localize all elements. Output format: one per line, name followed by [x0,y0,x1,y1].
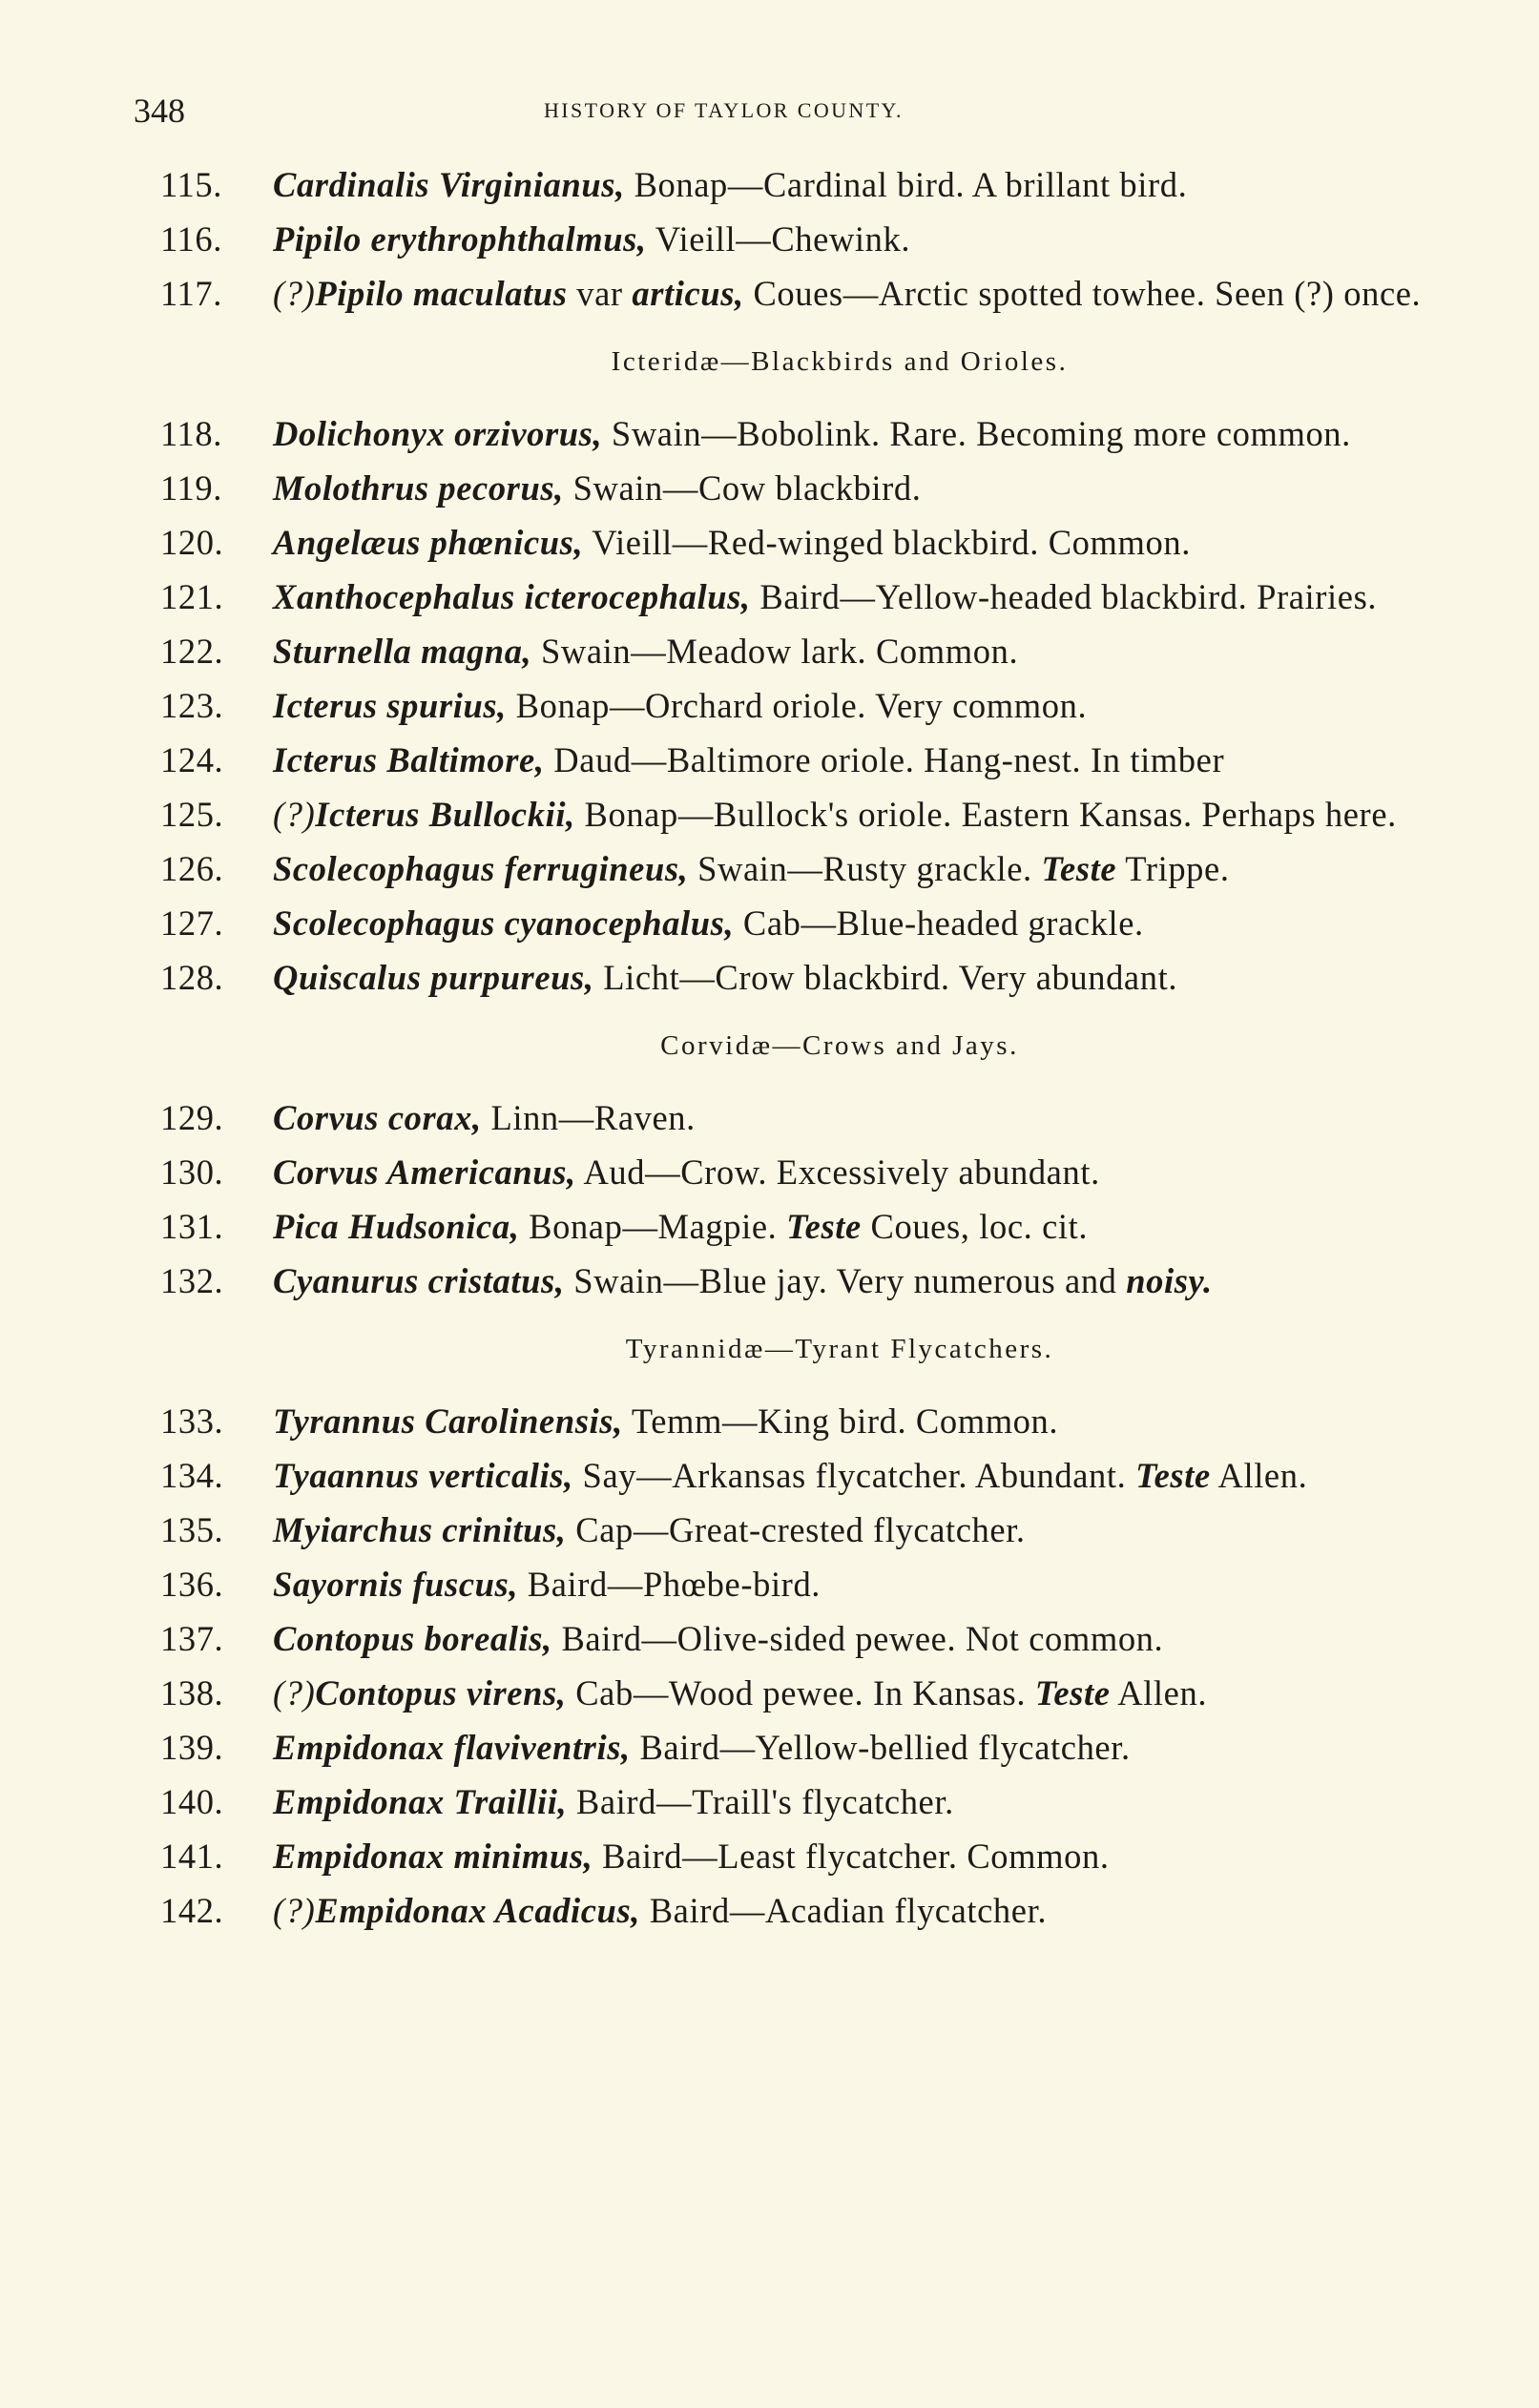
species-entry [134,406,1488,461]
latin-name: Myiarchus crinitus, [273,1510,567,1549]
latin-name: Corvus corax, [273,1098,482,1137]
latin-name: Dolichonyx orzivorus, [273,414,603,453]
species-entry [134,624,1488,678]
entry-number: 136. [160,1565,224,1604]
latin-name: Tyaannus verticalis, [273,1456,573,1495]
entry-text: Vieill—Chewink. [646,219,911,259]
latin-name: Empidonax Acadicus, [315,1891,640,1930]
emphasis-text: articus, [632,274,744,313]
latin-name: Sayornis fuscus, [273,1565,519,1604]
entry-number: 119. [160,468,222,508]
entry-number: 125. [160,795,224,834]
species-entry [134,1145,1488,1199]
page [134,91,1488,1938]
entry-number: 134. [160,1456,224,1495]
entry-number: 124. [160,740,224,779]
entry-text: Cab—Wood pewee. In Kansas. [566,1673,1035,1713]
entry-text: Swain—Blue jay. Very numerous and [564,1261,1127,1300]
species-entry [134,515,1488,570]
entry-text: Daud—Baltimore oriole. Hang-nest. In timber [544,740,1225,779]
entry-text: Bonap—Orchard oriole. Very common. [506,686,1088,725]
entry-number: 116. [160,219,222,259]
running-title: HISTORY OF TAYLOR COUNTY. [544,98,904,122]
species-entry [134,157,1488,212]
entry-text: Baird—Olive-sided pewee. Not common. [551,1619,1164,1658]
entries-group-3 [134,1090,1488,1308]
latin-name: Angelæus phœnicus, [273,523,584,562]
entry-text: Bonap—Cardinal bird. A brillant bird. [624,165,1188,204]
entry-text: Swain—Bobolink. Rare. Becoming more common. [602,414,1351,453]
entry-text: Vieill—Red-winged blackbird. Common. [583,523,1191,562]
latin-name: Contopus virens, [315,1673,567,1713]
entry-text: Aud—Crow. Excessively abundant. [575,1152,1100,1192]
emphasis-text: Teste [1041,849,1117,888]
entry-number: 121. [160,577,224,616]
species-entry [134,1090,1488,1145]
entry-number: 115. [160,165,222,204]
latin-name: Sturnella magna, [273,632,532,671]
entry-text: Baird—Phœbe-bird. [518,1565,821,1604]
latin-name: Icterus Bullockii, [315,795,575,834]
entry-number: 127. [160,903,224,943]
entry-number: 137. [160,1619,224,1658]
running-head [134,91,1488,138]
species-entry [134,896,1488,950]
entry-text: Baird—Acadian flycatcher. [640,1891,1048,1930]
species-entry [134,1503,1488,1557]
latin-name: Icterus spurius, [273,686,507,725]
latin-name: Cyanurus cristatus, [273,1261,565,1300]
entry-text: Swain—Meadow lark. Common. [531,632,1019,671]
entry-tail: Allen. [1210,1456,1308,1495]
entry-number: 118. [160,414,222,453]
entry-tail: Trippe. [1116,849,1230,888]
entry-number: 133. [160,1401,224,1441]
entry-number: 120. [160,523,224,562]
entry-text: Baird—Yellow-bellied flycatcher. [630,1728,1131,1767]
entry-text: Bonap—Bullock's oriole. Eastern Kansas. Perhaps here. [574,795,1397,834]
section-heading-tyrannidae: Tyrannidæ—Tyrant Flycatchers. [625,1334,1054,1364]
entry-number: 117. [160,274,222,313]
entry-number: 128. [160,958,224,997]
latin-name: Pipilo maculatus [315,274,568,313]
entry-text: Cap—Great-crested flycatcher. [566,1510,1026,1549]
latin-name: Molothrus pecorus, [273,468,564,508]
entry-number: 126. [160,849,224,888]
entry-text: Swain—Cow blackbird. [563,468,922,508]
entry-number: 131. [160,1207,224,1246]
entry-text: Temm—King bird. Common. [622,1401,1059,1441]
entry-text: var [567,274,633,313]
entry-text: Baird—Traill's flycatcher. [567,1782,954,1821]
emphasis-text: Teste [1135,1456,1211,1495]
species-entry [134,1883,1488,1938]
entry-number: 140. [160,1782,224,1821]
latin-name: Pipilo erythrophthalmus, [273,219,647,259]
latin-name: Empidonax Traillii, [273,1782,568,1821]
latin-name: Xanthocephalus icterocephalus, [273,577,751,616]
entries-group-4 [134,1394,1488,1938]
emphasis-text: Teste [786,1207,862,1246]
section-heading-icteridae: Icteridæ—Blackbirds and Orioles. [611,346,1069,377]
query-mark: (?) [273,795,316,834]
species-entry [134,678,1488,733]
entry-text: Bonap—Magpie. [519,1207,787,1246]
page-number: 348 [134,92,185,130]
entry-number: 139. [160,1728,224,1767]
entries-group-2 [134,406,1488,1005]
latin-name: Pica Hudsonica, [273,1207,520,1246]
species-entry [134,1775,1488,1829]
species-entry [134,950,1488,1005]
species-entry [134,570,1488,624]
entry-number: 135. [160,1510,224,1549]
entry-number: 123. [160,686,224,725]
species-entry [134,1254,1488,1308]
entry-number: 141. [160,1837,224,1876]
species-entry [134,1448,1488,1503]
species-entry [134,1199,1488,1254]
entry-tail: Allen. [1110,1673,1208,1713]
species-entry [134,461,1488,515]
species-entry [134,1829,1488,1883]
species-entry [134,1394,1488,1448]
latin-name: Corvus Americanus, [273,1152,576,1192]
emphasis-text: Teste [1034,1673,1111,1713]
entry-text: Say—Arkansas flycatcher. Abundant. [572,1456,1136,1495]
entry-number: 142. [160,1891,224,1930]
latin-name: Empidonax minimus, [273,1837,593,1876]
species-entry [134,733,1488,787]
species-entry [134,1611,1488,1666]
entry-tail: Coues—Arctic spotted towhee. Seen (?) once. [743,274,1422,313]
entry-text: Licht—Crow blackbird. Very abundant. [593,958,1178,997]
entry-tail: Coues, loc. cit. [861,1207,1089,1246]
entry-number: 132. [160,1261,224,1300]
species-entry [134,212,1488,266]
latin-name: Scolecophagus cyanocephalus, [273,903,735,943]
emphasis-text: noisy. [1126,1261,1213,1300]
section-heading-corvidae: Corvidæ—Crows and Jays. [660,1030,1019,1061]
species-entry [134,1557,1488,1611]
latin-name: Scolecophagus ferrugineus, [273,849,689,888]
entry-text: Swain—Rusty grackle. [688,849,1042,888]
entries-group-1 [134,157,1488,321]
entry-text: Linn—Raven. [481,1098,696,1137]
entry-number: 138. [160,1673,224,1713]
entry-text: Baird—Least flycatcher. Common. [593,1837,1110,1876]
query-mark: (?) [273,274,316,313]
entry-number: 130. [160,1152,224,1192]
query-mark: (?) [273,1673,316,1713]
species-entry [134,1666,1488,1720]
entry-text: Baird—Yellow-headed blackbird. Prairies. [750,577,1378,616]
entry-number: 129. [160,1098,224,1137]
species-entry [134,1720,1488,1775]
species-entry [134,787,1488,841]
latin-name: Empidonax flaviventris, [273,1728,631,1767]
species-entry [134,266,1488,321]
latin-name: Tyrannus Carolinensis, [273,1401,623,1441]
latin-name: Quiscalus purpureus, [273,958,594,997]
query-mark: (?) [273,1891,316,1930]
entry-number: 122. [160,632,224,671]
latin-name: Cardinalis Virginianus, [273,165,625,204]
entry-text: Cab—Blue-headed grackle. [734,903,1144,943]
latin-name: Icterus Baltimore, [273,740,545,779]
species-entry [134,841,1488,896]
latin-name: Contopus borealis, [273,1619,552,1658]
